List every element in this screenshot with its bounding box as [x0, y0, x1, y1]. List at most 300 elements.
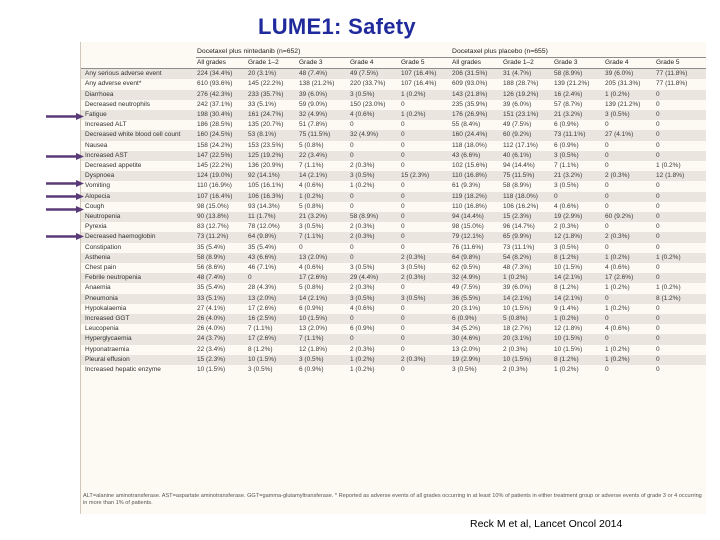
- value-cell: 2 (0.3%): [350, 223, 375, 231]
- value-cell: 0: [401, 325, 405, 333]
- value-cell: 0: [605, 162, 609, 170]
- value-cell: 102 (15.6%): [452, 162, 488, 170]
- value-cell: 43 (6.6%): [451, 151, 502, 161]
- table-row: [81, 79, 706, 89]
- value-cell: 27 (4.1%): [604, 130, 655, 140]
- value-cell: 1 (0.2%): [350, 182, 375, 190]
- value-cell: 6 (0.9%): [299, 366, 324, 374]
- value-cell: 12 (1.8%): [299, 345, 328, 353]
- value-cell: 39 (6.0%): [604, 69, 655, 80]
- value-cell: 79 (12.1%): [451, 232, 502, 242]
- value-cell: 0: [401, 162, 405, 170]
- value-cell: 147 (22.5%): [196, 151, 247, 161]
- value-cell: 46 (7.1%): [248, 264, 277, 272]
- value-cell: 0: [400, 212, 451, 222]
- value-cell: 0: [656, 141, 660, 149]
- value-cell: 10 (1.5%): [554, 345, 583, 353]
- value-cell: 98 (15.0%): [452, 223, 484, 231]
- value-cell: 188 (28.7%): [503, 80, 539, 88]
- value-cell: 2 (0.3%): [400, 273, 451, 283]
- value-cell: 0: [605, 182, 609, 190]
- value-cell: 1 (0.2%): [656, 162, 681, 170]
- highlight-arrow-icon: [46, 193, 84, 200]
- table-row: [81, 253, 706, 263]
- value-cell: 15 (2.3%): [196, 355, 247, 365]
- value-cell: 3 (0.5%): [349, 171, 400, 181]
- column-header: Grade 5: [655, 58, 706, 69]
- value-cell: 205 (31.3%): [605, 80, 641, 88]
- value-cell: 73 (11.2%): [196, 232, 247, 242]
- value-cell: 136 (20.9%): [248, 162, 284, 170]
- value-cell: 2 (0.3%): [604, 232, 655, 242]
- value-cell: 0: [655, 314, 706, 324]
- event-name-cell: Decreased white blood cell count: [81, 130, 196, 140]
- value-cell: 107 (16.4%): [400, 69, 451, 80]
- highlight-arrow-icon: [46, 153, 84, 160]
- value-cell: 0: [350, 121, 354, 129]
- value-cell: 12 (1.8%): [554, 325, 583, 333]
- value-cell: 1 (0.2%): [605, 304, 630, 312]
- table-row: [81, 232, 706, 242]
- value-cell: 96 (14.7%): [503, 223, 535, 231]
- value-cell: 8 (1.2%): [248, 345, 273, 353]
- value-cell: 150 (23.0%): [350, 100, 386, 108]
- value-cell: 75 (11.5%): [298, 130, 349, 140]
- value-cell: 145 (22.2%): [197, 162, 233, 170]
- value-cell: 19 (2.9%): [451, 355, 502, 365]
- value-cell: 0: [655, 130, 706, 140]
- event-name-cell: Dyspnoea: [81, 171, 196, 181]
- value-cell: 1 (0.2%): [298, 192, 349, 202]
- value-cell: 106 (16.2%): [503, 202, 539, 210]
- value-cell: 0: [656, 304, 660, 312]
- value-cell: 39 (6.0%): [503, 284, 532, 292]
- value-cell: 3 (0.5%): [400, 294, 451, 304]
- value-cell: 198 (30.4%): [196, 110, 247, 120]
- value-cell: 73 (11.1%): [503, 243, 535, 251]
- value-cell: 1 (0.2%): [350, 366, 375, 374]
- value-cell: 93 (14.3%): [248, 202, 280, 210]
- value-cell: 110 (16.8%): [452, 202, 487, 210]
- adverse-events-body: [81, 69, 706, 376]
- table-row: [81, 243, 706, 253]
- value-cell: 0: [400, 192, 451, 202]
- value-cell: 16 (2.4%): [553, 90, 604, 100]
- event-name-cell: Increased ALT: [85, 121, 127, 129]
- value-cell: 0: [349, 253, 400, 263]
- value-cell: 2 (0.3%): [350, 162, 375, 170]
- column-header: Grade 5: [400, 58, 451, 69]
- value-cell: 49 (7.5%): [452, 284, 481, 292]
- column-header: Grade 4: [604, 58, 655, 69]
- value-cell: 0: [349, 192, 400, 202]
- value-cell: 151 (23.1%): [502, 110, 553, 120]
- value-cell: 2 (0.3%): [554, 223, 579, 231]
- value-cell: 17 (2.6%): [298, 273, 349, 283]
- value-cell: 1 (0.2%): [656, 284, 681, 292]
- value-cell: 39 (6.0%): [298, 90, 349, 100]
- value-cell: 14 (2.1%): [298, 171, 349, 181]
- value-cell: 0: [401, 345, 405, 353]
- value-cell: 5 (0.8%): [299, 284, 324, 292]
- value-cell: 153 (23.5%): [248, 141, 284, 149]
- value-cell: 6 (0.9%): [554, 141, 579, 149]
- value-cell: 35 (5.4%): [197, 284, 226, 292]
- value-cell: 160 (24.4%): [451, 130, 502, 140]
- value-cell: 0: [401, 223, 405, 231]
- adverse-events-table-panel: [80, 42, 706, 514]
- column-header: Grade 3: [298, 58, 349, 69]
- value-cell: 11 (1.7%): [247, 212, 298, 222]
- value-cell: 43 (6.6%): [247, 253, 298, 263]
- value-cell: 224 (34.4%): [196, 69, 247, 80]
- value-cell: 0: [655, 334, 706, 344]
- column-header-event: [81, 58, 196, 69]
- value-cell: 12 (1.8%): [655, 171, 706, 181]
- table-row: [81, 100, 706, 110]
- group-header-placebo: Docetaxel plus placebo (n=655): [451, 46, 706, 58]
- value-cell: 28 (4.3%): [248, 284, 277, 292]
- value-cell: 242 (37.1%): [197, 100, 233, 108]
- value-cell: 15 (2.3%): [502, 212, 553, 222]
- value-cell: 107 (16.4%): [401, 80, 437, 88]
- value-cell: 17 (2.6%): [604, 273, 655, 283]
- value-cell: 3 (0.5%): [553, 151, 604, 161]
- group-header-nintedanib: Docetaxel plus nintedanib (n=652): [196, 46, 451, 58]
- value-cell: 19 (2.9%): [553, 212, 604, 222]
- value-cell: 61 (9.3%): [452, 182, 481, 190]
- value-cell: 0: [247, 273, 298, 283]
- value-cell: 206 (31.5%): [451, 69, 502, 80]
- value-cell: 3 (0.5%): [298, 355, 349, 365]
- value-cell: 235 (35.9%): [452, 100, 488, 108]
- value-cell: 0: [605, 223, 609, 231]
- table-row: [81, 304, 706, 314]
- value-cell: 64 (9.8%): [247, 232, 298, 242]
- value-cell: 1 (0.2%): [655, 253, 706, 263]
- value-cell: 0: [656, 182, 660, 190]
- value-cell: 49 (7.5%): [349, 69, 400, 80]
- value-cell: 0: [400, 151, 451, 161]
- value-cell: 15 (2.3%): [400, 171, 451, 181]
- event-name-cell: Leucopenia: [85, 325, 119, 333]
- value-cell: 110 (16.9%): [197, 182, 232, 190]
- value-cell: 64 (9.8%): [451, 253, 502, 263]
- value-cell: 158 (24.2%): [197, 141, 233, 149]
- value-cell: 3 (0.5%): [452, 366, 477, 374]
- value-cell: 7 (1.1%): [298, 334, 349, 344]
- event-name-cell: Any adverse event*: [85, 80, 142, 88]
- value-cell: 0: [604, 192, 655, 202]
- value-cell: 1 (0.2%): [400, 90, 451, 100]
- value-cell: 10 (1.5%): [197, 366, 226, 374]
- value-cell: 1 (0.2%): [553, 314, 604, 324]
- value-cell: 4 (0.6%): [350, 304, 375, 312]
- event-name-cell: Pleural effusion: [81, 355, 196, 365]
- value-cell: 26 (4.0%): [197, 325, 226, 333]
- value-cell: 139 (21.2%): [605, 100, 641, 108]
- value-cell: 73 (11.1%): [553, 130, 604, 140]
- value-cell: 7 (1.1%): [554, 162, 579, 170]
- value-cell: 0: [655, 151, 706, 161]
- value-cell: 13 (2.0%): [299, 325, 328, 333]
- highlight-arrow-icon: [46, 206, 84, 213]
- value-cell: 0: [656, 223, 660, 231]
- value-cell: 233 (35.7%): [247, 90, 298, 100]
- value-cell: 0: [655, 90, 706, 100]
- value-cell: 0: [656, 325, 660, 333]
- value-cell: 0: [655, 273, 706, 283]
- value-cell: 5 (0.8%): [299, 141, 324, 149]
- value-cell: 0: [604, 334, 655, 344]
- highlight-arrow-icon: [46, 113, 84, 120]
- table-row: [81, 365, 706, 375]
- value-cell: 8 (1.2%): [553, 253, 604, 263]
- value-cell: 20 (3.1%): [502, 334, 553, 344]
- value-cell: 32 (4.9%): [349, 130, 400, 140]
- column-header: Grade 1–2: [247, 58, 298, 69]
- value-cell: 3 (0.5%): [349, 294, 400, 304]
- value-cell: 0: [350, 141, 354, 149]
- value-cell: 39 (6.0%): [503, 100, 532, 108]
- value-cell: 135 (20.7%): [248, 121, 284, 129]
- citation: Reck M et al, Lancet Oncol 2014: [470, 518, 623, 530]
- value-cell: 21 (3.2%): [553, 110, 604, 120]
- value-cell: 32 (4.9%): [298, 110, 349, 120]
- value-cell: 10 (1.5%): [553, 334, 604, 344]
- value-cell: 0: [656, 243, 660, 251]
- value-cell: 0: [655, 192, 706, 202]
- value-cell: 0: [401, 121, 405, 129]
- value-cell: 2 (0.3%): [349, 232, 400, 242]
- highlight-arrow-icon: [46, 233, 84, 240]
- event-name-cell: Febrile neutropenia: [81, 273, 196, 283]
- value-cell: 0: [350, 202, 354, 210]
- value-cell: 10 (1.5%): [298, 314, 349, 324]
- table-footnote: ALT=alanine aminotransferase. AST=aspartate aminotransferase. GGT=gamma-glutamyltransferase. * Reported as adverse events of all grades occurring in at least 10% of patients in either treatment group or adverse events of grade 3 or 4 occurring in more than 1% of patients.: [83, 493, 702, 506]
- value-cell: 98 (15.0%): [197, 202, 229, 210]
- adverse-events-table: [81, 46, 706, 375]
- value-cell: 118 (18.0%): [452, 141, 487, 149]
- value-cell: 6 (0.9%): [299, 304, 324, 312]
- value-cell: 0: [655, 212, 706, 222]
- value-cell: 59 (9.0%): [299, 100, 328, 108]
- value-cell: 78 (12.0%): [248, 223, 280, 231]
- value-cell: 35 (5.4%): [197, 243, 226, 251]
- value-cell: 9 (1.4%): [554, 304, 579, 312]
- table-row: [81, 110, 706, 120]
- value-cell: 139 (21.2%): [554, 80, 590, 88]
- value-cell: 0: [401, 202, 405, 210]
- value-cell: 609 (93.0%): [452, 80, 488, 88]
- value-cell: 0: [605, 366, 609, 374]
- value-cell: 12 (1.8%): [553, 232, 604, 242]
- column-header: Grade 4: [349, 58, 400, 69]
- event-name-cell: Cough: [85, 202, 105, 210]
- table-row: [81, 202, 706, 212]
- value-cell: 0: [401, 141, 405, 149]
- value-cell: 3 (0.5%): [350, 264, 375, 272]
- value-cell: 1 (0.2%): [605, 345, 630, 353]
- value-cell: 0: [655, 232, 706, 242]
- value-cell: 40 (6.1%): [502, 151, 553, 161]
- value-cell: 8 (1.2%): [655, 294, 706, 304]
- column-header-row: [81, 58, 706, 69]
- value-cell: 26 (4.0%): [196, 314, 247, 324]
- value-cell: 10 (1.5%): [502, 355, 553, 365]
- value-cell: 62 (9.5%): [452, 264, 481, 272]
- value-cell: 14 (2.1%): [553, 294, 604, 304]
- value-cell: 13 (2.0%): [247, 294, 298, 304]
- value-cell: 13 (2.0%): [452, 345, 481, 353]
- value-cell: 13 (2.0%): [298, 253, 349, 263]
- value-cell: 0: [604, 151, 655, 161]
- value-cell: 124 (19.0%): [196, 171, 247, 181]
- table-row: [81, 355, 706, 365]
- value-cell: 2 (0.3%): [350, 284, 375, 292]
- event-name-cell: Chest pain: [85, 264, 117, 272]
- value-cell: 0: [605, 202, 609, 210]
- value-cell: 0: [656, 264, 660, 272]
- event-name-cell: Neutropenia: [81, 212, 196, 222]
- event-name-cell: Pyrexia: [85, 223, 107, 231]
- table-row: [81, 141, 706, 151]
- table-row: [81, 222, 706, 232]
- value-cell: 138 (21.2%): [299, 80, 335, 88]
- table-row: [81, 151, 706, 161]
- value-cell: 0: [401, 243, 405, 251]
- value-cell: 17 (2.6%): [248, 304, 277, 312]
- value-cell: 14 (2.1%): [553, 273, 604, 283]
- value-cell: 48 (7.3%): [503, 264, 532, 272]
- value-cell: 6 (0.9%): [554, 121, 579, 129]
- event-name-cell: Alopecia: [81, 192, 196, 202]
- value-cell: 24 (3.7%): [196, 334, 247, 344]
- table-row: [81, 273, 706, 283]
- value-cell: 0: [656, 202, 660, 210]
- value-cell: 33 (5.1%): [196, 294, 247, 304]
- value-cell: 4 (0.6%): [554, 202, 579, 210]
- value-cell: 57 (8.7%): [554, 100, 583, 108]
- value-cell: 49 (7.5%): [503, 121, 532, 129]
- value-cell: 3 (0.5%): [248, 366, 273, 374]
- value-cell: 5 (0.8%): [299, 202, 324, 210]
- value-cell: 34 (5.2%): [452, 325, 481, 333]
- value-cell: 4 (0.6%): [299, 264, 324, 272]
- value-cell: 58 (8.9%): [553, 69, 604, 80]
- value-cell: 0: [656, 366, 660, 374]
- event-name-cell: Anaemia: [85, 284, 111, 292]
- event-name-cell: Decreased appetite: [85, 162, 142, 170]
- table-row: [81, 181, 706, 191]
- value-cell: 54 (8.2%): [502, 253, 553, 263]
- value-cell: 3 (0.5%): [299, 223, 324, 231]
- value-cell: 2 (0.3%): [400, 355, 451, 365]
- event-name-cell: Decreased neutrophils: [85, 100, 151, 108]
- value-cell: 1 (0.2%): [349, 355, 400, 365]
- event-name-cell: Vomiting: [85, 182, 110, 190]
- value-cell: 31 (4.7%): [502, 69, 553, 80]
- event-name-cell: Increased AST: [81, 151, 196, 161]
- value-cell: 0: [605, 121, 609, 129]
- table-row: [81, 324, 706, 334]
- value-cell: 75 (11.5%): [502, 171, 553, 181]
- value-cell: 0: [401, 284, 405, 292]
- value-cell: 0: [553, 192, 604, 202]
- value-cell: 48 (7.4%): [196, 273, 247, 283]
- table-row: [81, 171, 706, 181]
- value-cell: 65 (9.9%): [502, 232, 553, 242]
- table-row: [81, 283, 706, 293]
- value-cell: 6 (0.9%): [350, 325, 375, 333]
- value-cell: 1 (0.2%): [400, 110, 451, 120]
- table-row: [81, 161, 706, 171]
- value-cell: 2 (0.3%): [400, 253, 451, 263]
- value-cell: 14 (2.1%): [298, 294, 349, 304]
- value-cell: 35 (5.4%): [248, 243, 277, 251]
- value-cell: 126 (19.2%): [502, 90, 553, 100]
- value-cell: 92 (14.1%): [247, 171, 298, 181]
- value-cell: 186 (28.5%): [197, 121, 233, 129]
- value-cell: 0: [656, 100, 660, 108]
- value-cell: 60 (9.2%): [502, 130, 553, 140]
- value-cell: 1 (0.2%): [554, 366, 579, 374]
- value-cell: 0: [400, 232, 451, 242]
- event-name-cell: Nausea: [85, 141, 108, 149]
- value-cell: 94 (14.4%): [451, 212, 502, 222]
- value-cell: 4 (0.6%): [605, 325, 630, 333]
- value-cell: 3 (0.5%): [554, 243, 579, 251]
- value-cell: 29 (4.4%): [349, 273, 400, 283]
- group-header-spacer: [81, 46, 196, 58]
- value-cell: 51 (7.8%): [299, 121, 328, 129]
- value-cell: 3 (0.5%): [604, 110, 655, 120]
- value-cell: 77 (11.8%): [656, 80, 688, 88]
- value-cell: 77 (11.8%): [655, 69, 706, 80]
- column-header: All grades: [196, 58, 247, 69]
- value-cell: 21 (3.2%): [298, 212, 349, 222]
- value-cell: 143 (21.8%): [451, 90, 502, 100]
- value-cell: 0: [299, 243, 303, 251]
- value-cell: 1 (0.2%): [604, 90, 655, 100]
- slide-title: LUME1: Safety: [258, 14, 416, 39]
- event-name-cell: Constipation: [85, 243, 122, 251]
- event-name-cell: Asthenia: [81, 253, 196, 263]
- value-cell: 6 (0.9%): [451, 314, 502, 324]
- event-name-cell: Increased GGT: [81, 314, 196, 324]
- value-cell: 0: [605, 243, 609, 251]
- value-cell: 10 (1.5%): [554, 264, 583, 272]
- value-cell: 5 (0.8%): [502, 314, 553, 324]
- value-cell: 3 (0.5%): [554, 182, 579, 190]
- event-name-cell: Hyponatraemia: [85, 345, 130, 353]
- table-row: [81, 294, 706, 304]
- value-cell: 0: [400, 314, 451, 324]
- value-cell: 7 (1.1%): [299, 162, 324, 170]
- table-row: [81, 90, 706, 100]
- value-cell: 4 (0.6%): [349, 110, 400, 120]
- table-row: [81, 69, 706, 80]
- value-cell: 20 (3.1%): [247, 69, 298, 80]
- value-cell: 0: [401, 304, 405, 312]
- value-cell: 2 (0.3%): [503, 366, 528, 374]
- event-name-cell: Increased hepatic enzyme: [85, 366, 161, 374]
- table-row: [81, 120, 706, 130]
- value-cell: 105 (16.1%): [248, 182, 284, 190]
- table-row: [81, 345, 706, 355]
- value-cell: 4 (0.6%): [299, 182, 324, 190]
- value-cell: 610 (93.6%): [197, 80, 233, 88]
